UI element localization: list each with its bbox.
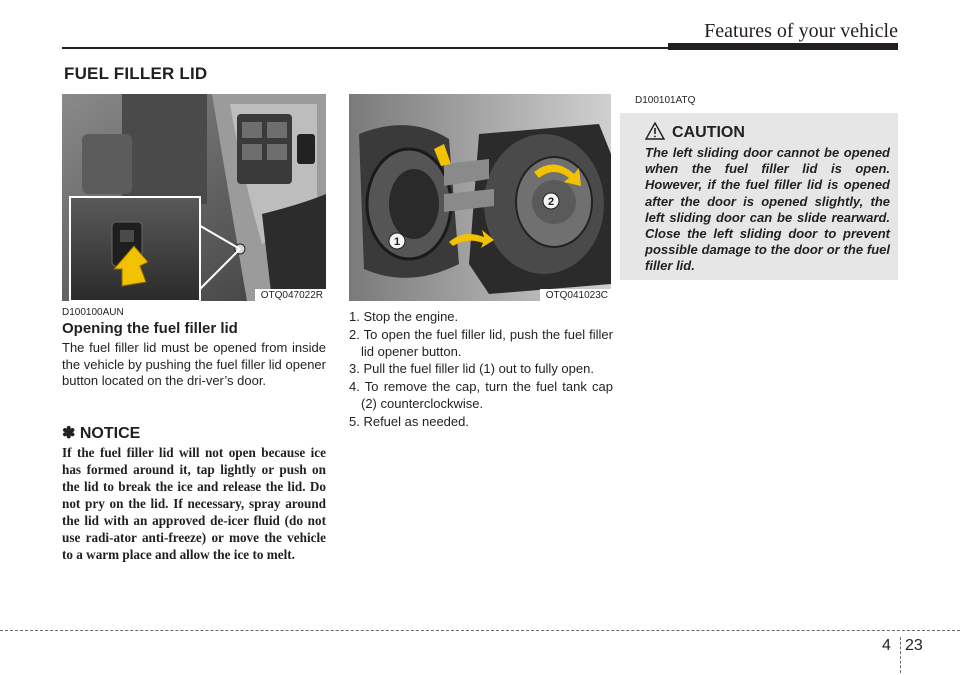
opening-heading: Opening the fuel filler lid xyxy=(62,320,238,337)
notice-paragraph: If the fuel filler lid will not open because ice has formed around it, tap lightly or push on the lid to break the ice and release the lid. Do not pry on the lid. If necessary, spray around the lid with an approved de-icer fluid (do not use radi-ator anti-freeze) or move the vehicle to a warm place and allow the ice to melt. xyxy=(62,445,326,562)
step-item: 1. Stop the engine. xyxy=(349,309,459,324)
footer-separator xyxy=(900,637,901,673)
step-item: 4. To remove the cap, turn the fuel tank cap (2) counterclockwise. xyxy=(349,379,613,411)
callout-1: 1 xyxy=(393,236,401,248)
page-number: 23 xyxy=(905,637,923,654)
step-item: 3. Pull the fuel filler lid (1) out to fully open. xyxy=(349,361,594,377)
steps-list xyxy=(349,309,613,432)
step-item: 5. Refuel as needed. xyxy=(349,413,469,429)
section-code-left: D100100AUN xyxy=(62,307,124,318)
photo-fuel-lid xyxy=(349,94,611,301)
step-item: 2. To open the fuel filler lid, push the fuel filler lid opener button. xyxy=(349,326,613,359)
fuel-lid-illustration xyxy=(349,94,611,301)
door-opener-illustration xyxy=(62,94,326,301)
running-header-title: Features of your vehicle xyxy=(704,20,898,42)
caution-heading: CAUTION xyxy=(672,124,745,141)
photo-caption-left: OTQ047022R xyxy=(255,289,326,301)
section-code-right: D100101ATQ xyxy=(635,95,696,106)
photo-door-opener xyxy=(62,94,326,301)
caution-paragraph: The left sliding door cannot be opened when the fuel filler lid is open. However, if the fuel filler lid is opened after the door is opened slightly, the left sliding door can be slide rearward. Close the left sliding door to prevent possible damage to the door or the fuel filler lid. xyxy=(645,145,890,274)
chapter-number: 4 xyxy=(882,637,891,654)
opening-paragraph: The fuel filler lid must be opened from inside the vehicle by pushing the fuel filler lid opener button located on the dri-ver’s door. xyxy=(62,340,326,389)
header-bar xyxy=(668,43,898,50)
photo-caption-middle: OTQ041023C xyxy=(540,289,611,301)
notice-heading: ✽ NOTICE xyxy=(62,425,141,442)
section-title: FUEL FILLER LID xyxy=(64,64,208,83)
warning-triangle-icon xyxy=(645,122,665,145)
callout-2: 2 xyxy=(547,196,555,208)
footer-rule xyxy=(0,630,960,631)
